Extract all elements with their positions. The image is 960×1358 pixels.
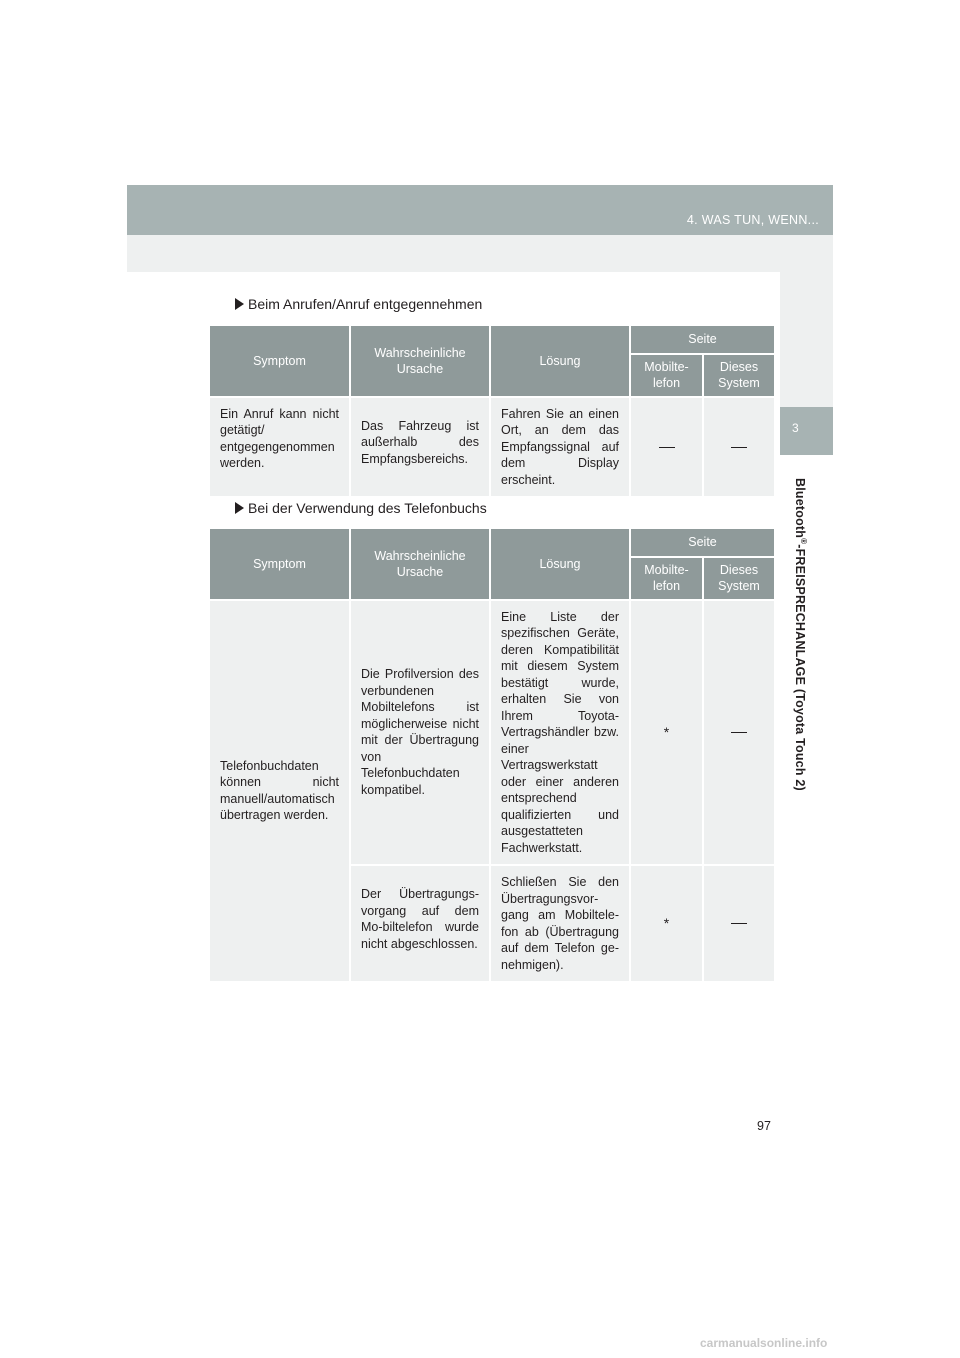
cell-cause: Die Profilversion des verbundenen Mobiltelefons ist möglicherweise nicht mit der Übertragung von Telefonbuchdaten kompatibel. — [350, 600, 490, 866]
header-symptom: Symptom — [210, 326, 350, 397]
header-cause: Wahrscheinliche Ursache — [350, 529, 490, 600]
dash-icon — [731, 732, 747, 733]
cell-solution: Schließen Sie den Übertragungsvor-gang am Mobiltele-fon ab (Übertragung auf dem Telefon ge-nehmigen). — [490, 865, 630, 982]
header-phone: Mobilte-lefon — [630, 557, 703, 600]
cell-solution: Fahren Sie an einen Ort, an dem das Empfangssignal auf dem Display erscheint. — [490, 397, 630, 498]
cell-system-page — [703, 865, 774, 982]
triangle-bullet-icon — [235, 502, 244, 514]
cell-symptom: Telefonbuchdaten können nicht manuell/automatisch übertragen werden. — [210, 600, 350, 983]
triangle-bullet-icon — [235, 298, 244, 310]
cell-symptom: Ein Anruf kann nicht getätigt/ entgegengenommen werden. — [210, 397, 350, 498]
cell-cause: Das Fahrzeug ist außerhalb des Empfangsbereichs. — [350, 397, 490, 498]
chapter-side-title: Bluetooth®-FREISPRECHANLAGE (Toyota Touch 2) — [792, 478, 808, 791]
table-phonebook — [210, 529, 774, 983]
section-heading-calls: Beim Anrufen/Anruf entgegennehmen — [235, 296, 482, 312]
chapter-title: 4. WAS TUN, WENN... — [686, 213, 819, 227]
dash-icon — [659, 447, 675, 448]
header-system: Dieses System — [703, 354, 774, 397]
cell-system-page — [703, 600, 774, 866]
header-page: Seite — [630, 326, 774, 354]
header-phone: Mobilte-lefon — [630, 354, 703, 397]
cell-phone-page — [630, 600, 703, 866]
asterisk-icon: * — [663, 915, 670, 932]
header-solution: Lösung — [490, 326, 630, 397]
header-solution: Lösung — [490, 529, 630, 600]
header-system: Dieses System — [703, 557, 774, 600]
page-number: 97 — [757, 1119, 771, 1133]
chapter-tab — [780, 407, 833, 455]
cell-solution: Eine Liste der spezifischen Geräte, deren Kompatibilität mit diesem System bestätigt wurde, erhalten Sie von Ihrem Toyota-Vertragshändler bzw. einer Vertragswerkstatt oder einer anderen entsprechend qualifizierten und ausgestatteten Fachwerkstatt. — [490, 600, 630, 866]
table-row — [210, 397, 774, 498]
cell-cause: Der Übertragungs-vorgang auf dem Mo-biltelefon wurde nicht abgeschlossen. — [350, 865, 490, 982]
cell-phone-page — [630, 397, 703, 498]
asterisk-icon: * — [663, 724, 670, 740]
header-cause: Wahrscheinliche Ursache — [350, 326, 490, 397]
dash-icon — [731, 447, 747, 448]
cell-system-page — [703, 397, 774, 498]
header-band — [127, 185, 833, 235]
cell-phone-page — [630, 865, 703, 982]
section-heading-phonebook: Bei der Verwendung des Telefonbuchs — [235, 500, 487, 516]
header-page: Seite — [630, 529, 774, 557]
watermark: carmanualsonline.info — [700, 1336, 828, 1350]
side-rail — [780, 272, 833, 407]
header-symptom: Symptom — [210, 529, 350, 600]
dash-icon — [731, 923, 747, 924]
subheader-band — [127, 235, 833, 272]
table-calls — [210, 326, 774, 498]
table-row — [210, 600, 774, 866]
chapter-number: 3 — [792, 421, 799, 435]
